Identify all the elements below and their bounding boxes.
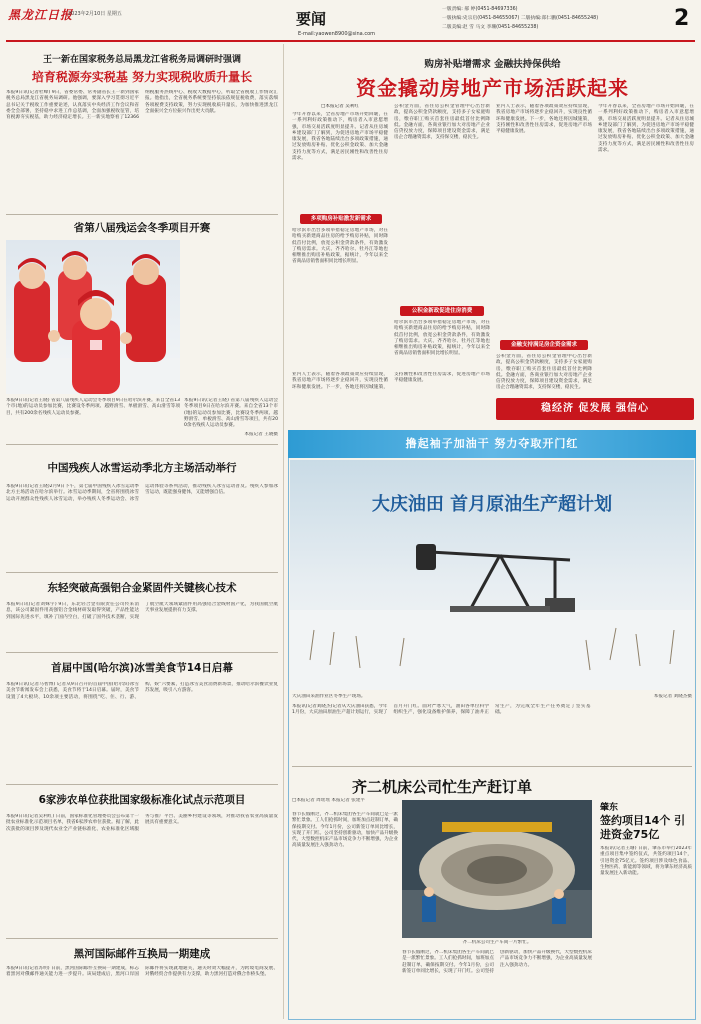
winter-games-credit: 本报记者 王晓摄 [244, 432, 278, 437]
qiqi-byline: □本报记者 周瑶瑶 本报记者 张建平 [292, 798, 366, 803]
economy-banner [496, 398, 694, 420]
economy-banner-text: 稳经济 促发展 强信心 [541, 403, 649, 414]
winter-games-title: 省第八届残运会冬季项目开赛 [73, 222, 211, 234]
tech-body: 本报9日讯(记者刘姝宇) 9日，东北轻合金有限责任公司传来消息，该公司紧固件用高强铝合金线材研发取得突破，产品性能达到国际先进水平，填补了国内空白，打破了国外技术垄断，实现了航空航天领域紧固件用高强铝合金线材国产化，为我国航空航天事业发展提供有力支撑。 [6, 602, 278, 620]
real-estate-body-1: 今年开春以来，全省房地产市场开始回暖，在一系列利好政策推动下，购房者入市意愿增强，市场交易活跃度明显提升。记者从住房城乡建设部门了解到，为促进房地产市场平稳健康发展，我省各地陆续出台多项政策措施，通过发放购房补贴、优化公积金政策、加大金融支持力度等方式，满足居民刚性和改善性住房需求。 [292, 112, 388, 162]
standard-body: 本报9日讯(记者吴利红) 日前，国家标准化管理委员会公布第十一批农业标准化示范项目名单，我省6家涉农单位获批。据了解，此次获批的项目涉及现代农业全产业链标准化、农业标准化区域服务与推广平台、美丽乡村建设等领域，对推动我省农业高质量发展具有重要意义。 [6, 814, 278, 832]
heihe-title: 黑河国际邮件互换局一期建成 [73, 948, 211, 960]
real-estate-body-4: 业内人士表示，随着各项政策效应持续显现，我省房地产市场将逐步企稳回升，实现良性循环和健康发展。下一步，各地还将因城施策，支持刚性和改善性住房需求，促进房地产市场平稳健康发展。 [496, 104, 592, 135]
column-divider [283, 44, 284, 1019]
editors-line-3: 二版美编:赵 雪 马文 李珊(0451-84655238) [442, 25, 539, 30]
zhaodong-body: 本报讯(记者王珊) 日前，肇东市举行2023年重点项目集中签约仪式，共签约项目14个，引进资金75亿元。签约项目涉及绿色食品、生物医药、新能源等领域，将为肇东经济高质量发展注入新动能。 [600, 846, 692, 877]
athletes-photo-illustration [6, 240, 180, 394]
qiqi-body: 春节长假刚过，齐二机床集团各生产车间就已是一派繁忙景象。工人们抢抓时间，加班加点赶制订单，确保按期交付。今年1月份，公司新签订单同比增长，实现了开门红。公司坚持创新驱动，加快产品升级换代，大型数控机床产品市场竞争力不断增强，为企业高质量发展注入强劲动力。 [292, 812, 398, 849]
zhaodong-place: 肇东 [600, 803, 619, 813]
real-estate-body-5: 今年开春以来，全省房地产市场开始回暖，在一系列利好政策推动下，购房者入市意愿增强，市场交易活跃度明显提升。记者从住房城乡建设部门了解到，为促进房地产市场平稳健康发展，我省各地陆续出台多项政策措施，通过发放购房补贴、优化公积金政策、加大金融支持力度等方式，满足居民刚性和改善性住房需求。 [598, 104, 694, 154]
real-estate-subtitle: 购房补贴增需求 金融扶持保供给 [424, 59, 561, 70]
factory-photo-illustration [402, 800, 592, 938]
qiqi-title: 齐二机床公司忙生产赶订单 [351, 778, 532, 796]
divider [6, 444, 278, 445]
zhaodong-title: 签约项目14个 引进资金75亿 [600, 814, 686, 841]
divider [6, 784, 278, 785]
section-email: E-mail:yaowen8900@sina.com [298, 31, 375, 37]
divider [6, 938, 278, 939]
divider [6, 214, 278, 215]
heihe-body: 本报9日讯(记者苏明) 日前，黑河国际邮件互换局一期建成，标志着黑河对俄邮件通关能力进一步提升。该局建成后，黑河口岸国际邮件将实现就地通关，通关时效大幅提升，为跨境电商发展、对俄经贸合作提供有力支撑，助力黑河打造对俄合作桥头堡。 [6, 966, 278, 978]
real-estate-body-3: 公积金方面，省住房公积金管理中心出台新政，提高公积金贷款额度，支持多子女家庭购房，缴存职工购买首套住房最低首付比例降低。金融方面，各商业银行加大对房地产企业信贷投放力度，保障项目建设资金需求，满足房企合理融资需求，支持保交楼，稳民生。 [394, 104, 490, 141]
factory-photo-caption: 齐二机床公司生产车间一片繁忙。 [462, 940, 532, 945]
section-heading-finance: 金融支持满足房企资金需求 [500, 340, 588, 350]
standard-title: 6家涉农单位获批国家级标准化试点示范项目 [38, 794, 246, 806]
real-estate-title: 资金撬动房地产市场活跃起来 [356, 76, 629, 100]
ice-festival-title: 首届中国(哈尔滨)冰雪美食节14日启幕 [51, 662, 233, 674]
oilfield-photo-credit: 本报记者 刘晓杰摄 [653, 694, 692, 699]
real-estate-body-6: 业内人士表示，随着各项政策效应持续显现，我省房地产市场将逐步企稳回升，实现良性循环和健康发展。下一步，各地还将因城施策，支持刚性和改善性住房需求，促进房地产市场平稳健康发展。 [292, 372, 490, 390]
tech-title: 东轻突破高强铝合金紧固件关键核心技术 [47, 582, 237, 594]
winter-games-photo [6, 240, 180, 394]
editors-line-2: 一版执编:史宗启(0451-84655067) 二版执编:郑仁鹏(0451-84655248) [442, 16, 599, 21]
section-heading-fund: 公积金新政促进住房消费 [400, 306, 484, 316]
winter-games-caption: 本报9日讯(记者王晓) 省第八届残疾人运动会冬季项目9日在哈尔滨开赛。来自全省13个市(地)的运动员参加比赛，比赛设冬季两项、越野滑雪、单板滑雪、高山滑雪等项目，共有200余名残疾人运动员参赛。 [6, 398, 180, 416]
divider [292, 766, 692, 767]
tax-body: 本报9日讯(记者杜峰) 9日，省委常委、常务副省长王一新到国家税务总局黑龙江省税务局调研。他强调，要深入学习贯彻习近平总书记关于税收工作重要论述，认真落实中央经济工作会议和省委全会部署，坚持稳中求进工作总基调，全面加强税收征管，培育税源夯实税基，助力经济稳定增长。王一新实地察看了12366纳税服务热线中心、税收大数据中心，听取全省税收工作情况汇报。他指出，全省税务系统要坚持依法依规征税收费，落实落细各项税费支持政策，努力实现税收质升量长，为加快推进黑龙江全面振兴全方位振兴作出更大贡献。 [6, 90, 278, 121]
tax-subtitle: 王一新在国家税务总局黑龙江省税务局调研时强调 [42, 55, 241, 65]
page-number: 2 [674, 6, 690, 31]
paper-name: 黑龙江日报 [8, 8, 74, 22]
special-banner-text: 撸起袖子加油干 努力夺取开门红 [405, 437, 579, 450]
masthead-rule [6, 40, 695, 42]
masthead [0, 0, 701, 42]
qiqi-body-2: 春节长假刚过，齐二机床集团各生产车间就已是一派繁忙景象。工人们抢抓时间，加班加点赶制订单，确保按期交付。今年1月份，公司新签订单同比增长，实现了开门红。公司坚持创新驱动，加快产品升级换代，大型数控机床产品市场竞争力不断增强，为企业高质量发展注入强劲动力。 [402, 950, 592, 974]
real-estate-body-3b: 哈尔滨市出台多项举措稳定房地产市场，对在哈购买新建商品住房的给予购房补贴，同时降低首付比例，放宽公积金贷款条件，有效激发了购房需求。大庆、齐齐哈尔、牡丹江等地也相继推出购房补贴政策，据统计，今年以来全省商品房销售面积同比增长明显。 [394, 320, 490, 357]
divider [6, 572, 278, 573]
editors-line-1: 一版责编: 郝 婷(0451-84697336) [442, 7, 518, 12]
disabled-sports-body: 本报9日讯(记者王晓)2月9日下午，第七届中国残疾人冰雪运动季北方主场活动在哈尔滨举行。冰雪运动季期间，全省将围绕冰雪运动开展群众性残疾人冰雪运动，举办残疾人冬季运动会、冰雪运动体验等系列活动，推动残疾人冰雪运动普及。残疾人参加冰雪运动，既能强身健体，又能增强自信。 [6, 484, 278, 502]
daqing-title [290, 490, 694, 516]
special-banner [288, 430, 696, 458]
ice-festival-body: 本报9日讯(记者马智博) 记者从9日召开的首届中国(哈尔滨)冰雪美食节新闻发布会上获悉，美食节将于14日启幕。届时，美食节设置了4大板块、10余项主要活动，将围绕“吃、住、行、游、购、娱”六要素，打造冰雪美食消费新场景，推动哈尔滨餐饮业复苏发展，吸引八方游客。 [6, 682, 278, 700]
daqing-title-text: 大庆油田 首月原油生产超计划 [371, 494, 613, 515]
daqing-body: 本报讯(记者刘晓杰)记者从大庆油田获悉，今年1月份，大庆油田原油生产超计划运行，实现了首月开门红。面对严寒天气，油田各单位科学组织生产，强化设备维护保养，保障了油井正常生产，为完成全年生产任务奠定了坚实基础。 [292, 704, 591, 716]
real-estate-byline: □本报记者 吴利红 [321, 104, 359, 109]
section-name: 要闻 [296, 10, 327, 28]
divider [6, 652, 278, 653]
tax-title: 培育税源夯实税基 努力实现税收质升量长 [31, 70, 253, 84]
real-estate-body-2: 哈尔滨市出台多项举措稳定房地产市场，对在哈购买新建商品住房的给予购房补贴，同时降低首付比例，放宽公积金贷款条件，有效激发了购房需求。大庆、齐齐哈尔、牡丹江等地也相继推出购房补贴政策，据统计，今年以来全省商品房销售面积同比增长明显。 [292, 228, 388, 265]
oilfield-photo-caption: 大庆油田采油作业区冬季生产现场。 [292, 694, 366, 699]
winter-games-side-text: 本报9日讯(记者王晓) 省第八届残疾人运动会冬季项目9日在哈尔滨开赛。来自全省13个市(地)的运动员参加比赛，比赛设冬季两项、越野滑雪、单板滑雪、高山滑雪等项目，共有200余名残疾人运动员参赛。 [184, 398, 278, 429]
real-estate-body-4b: 公积金方面，省住房公积金管理中心出台新政，提高公积金贷款额度，支持多子女家庭购房，缴存职工购买首套住房最低首付比例降低。金融方面，各商业银行加大对房地产企业信贷投放力度，保障项目建设资金需求，满足房企合理融资需求，支持保交楼，稳民生。 [496, 354, 592, 391]
factory-photo [402, 800, 592, 938]
issue-date: 2023年2月10日 星期五 [68, 11, 122, 17]
disabled-sports-title: 中国残疾人冰雪运动季北方主场活动举行 [47, 462, 237, 474]
section-heading-subsidy: 多项购房补贴激发新需求 [300, 214, 382, 224]
